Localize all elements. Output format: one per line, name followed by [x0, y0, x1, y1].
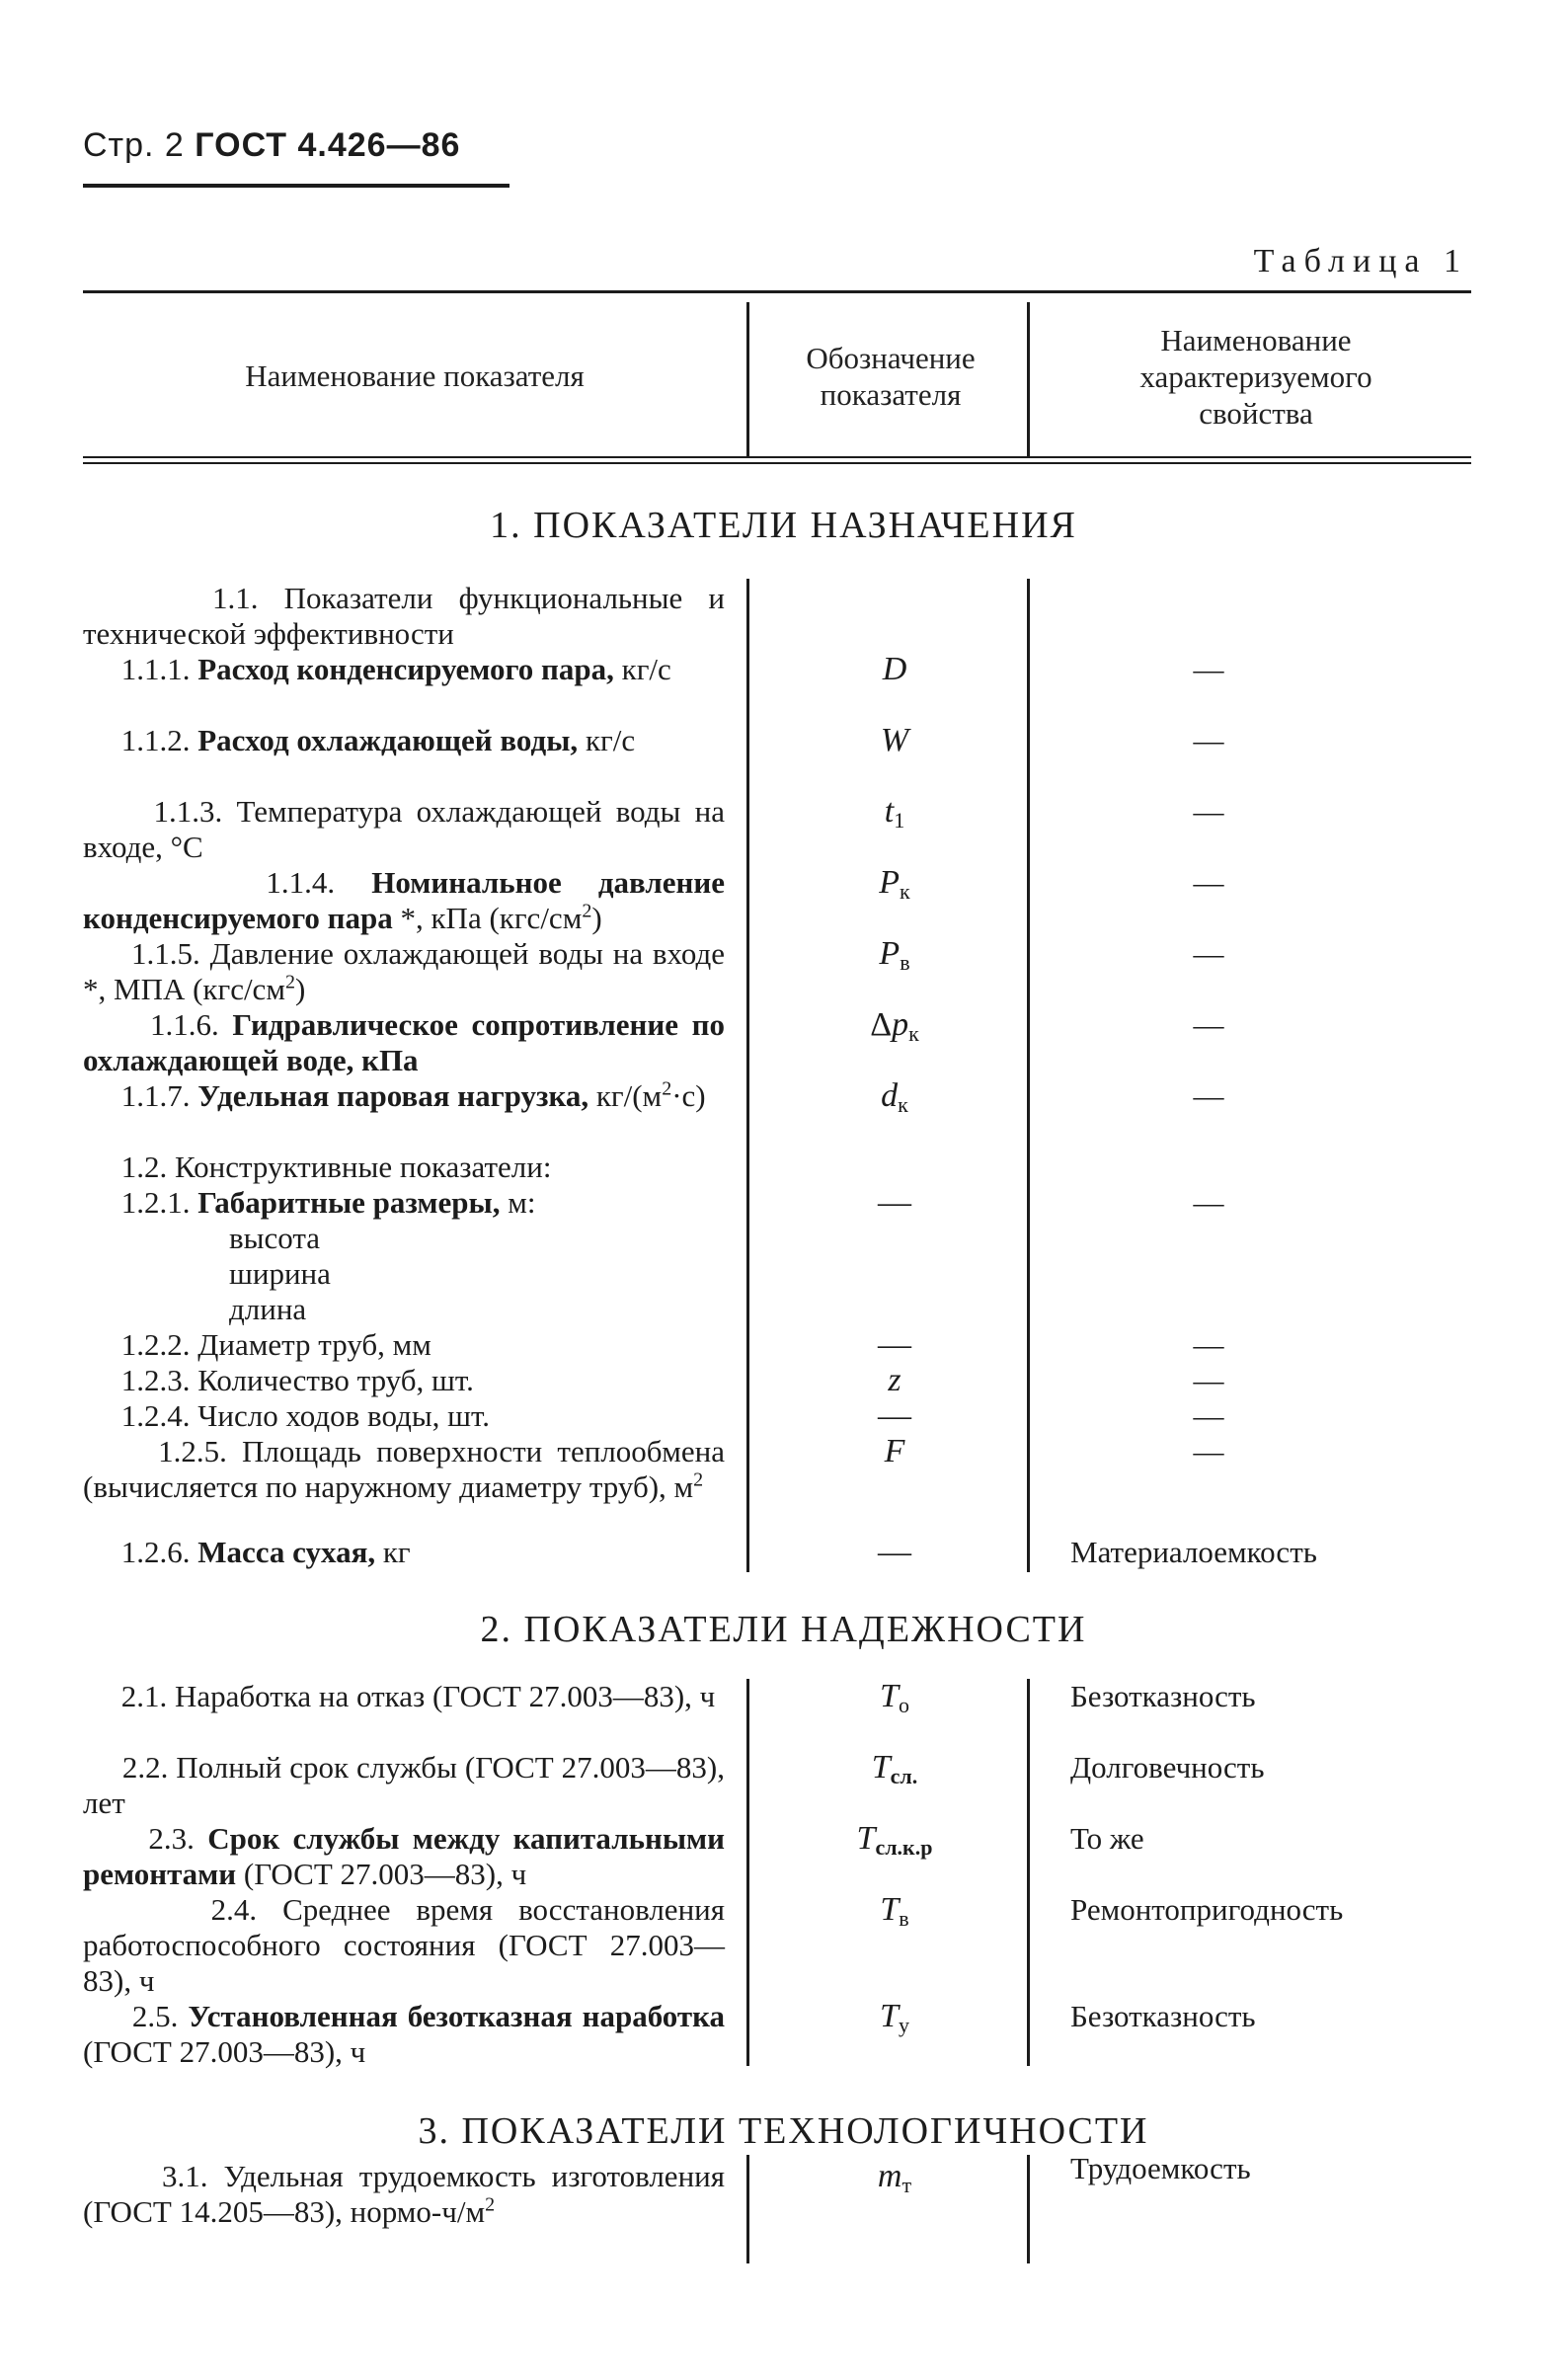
- indicator-name: 1.2.2. Диаметр труб, мм: [120, 1327, 431, 1362]
- property-value: —: [1193, 1185, 1224, 1220]
- property-value: Трудоемкость: [1070, 2151, 1251, 2185]
- indicator-text: Номинальное давление конденсируемого пара *, кПа $(кгс/см^2)$: [83, 865, 726, 935]
- indicator-designation: $d_к$: [881, 1077, 908, 1117]
- property-value: —: [1193, 1398, 1224, 1433]
- header-rule: [83, 184, 509, 188]
- column-header-property: Наименование характеризуемого свойства: [1139, 323, 1372, 431]
- indicator-designation: F: [884, 1433, 905, 1469]
- indicator-text: Давление охлаждающей воды на входе *, МПА $(кгс/см^2)$: [83, 936, 726, 1006]
- indicator-designation: $P_к$: [879, 864, 910, 904]
- indicator-name: 1.2.5. Площадь поверхности теплообмена (вычисляется по наружному диаметру труб), $м^2$: [83, 1434, 725, 1504]
- property-value: Безотказность: [1070, 1679, 1256, 1713]
- indicator-designation: $P_в$: [879, 935, 910, 975]
- table-caption: Таблица 1: [1253, 243, 1468, 279]
- indicator-name: 1.2.3. Количество труб, шт.: [120, 1363, 474, 1397]
- indicator-name: 2.4. Среднее время восстановления работоспособного состояния (ГОСТ 27.003—83), ч: [83, 1892, 726, 1998]
- header-divider-1: [746, 302, 749, 456]
- sub-item: ширина: [229, 1256, 331, 1291]
- indicator-text: Расход конденсируемого пара, кг/с: [197, 652, 671, 686]
- indicator-designation: $t_1$: [884, 793, 905, 833]
- section-title-manufacturability: 3. ПОКАЗАТЕЛИ ТЕХНОЛОГИЧНОСТИ: [418, 2110, 1149, 2152]
- indicator-designation: —: [878, 1534, 911, 1570]
- property-value: —: [1193, 652, 1224, 686]
- property-value: —: [1193, 1007, 1224, 1042]
- indicator-text: Площадь поверхности теплообмена (вычисляется по наружному диаметру труб), $м^2$: [83, 1434, 725, 1504]
- section-title-reliability: 2. ПОКАЗАТЕЛИ НАДЕЖНОСТИ: [480, 1609, 1087, 1650]
- property-value: Ремонтопригодность: [1070, 1892, 1344, 1927]
- property-value: То же: [1070, 1821, 1144, 1856]
- indicator-name: 1.1.7. Удельная паровая нагрузка, $кг/(м^2\cdot с)$: [120, 1077, 706, 1113]
- property-value: —: [1193, 1078, 1224, 1113]
- indicator-text: Габаритные размеры, м:: [197, 1185, 536, 1220]
- property-value: —: [1193, 865, 1224, 900]
- indicator-text: Установленная безотказная наработка (ГОСТ 27.003—83), ч: [83, 1999, 726, 2069]
- header-divider-2: [1027, 302, 1030, 456]
- indicator-text: Расход охлаждающей воды, кг/с: [197, 723, 636, 757]
- indicator-name: 2.5. Установленная безотказная наработка (ГОСТ 27.003—83), ч: [83, 1999, 726, 2069]
- page-header: [83, 126, 460, 165]
- indicator-designation: $T_{сл.к.р}$: [856, 1820, 933, 1860]
- indicator-name: 1.1.3. Температура охлаждающей воды на входе, °С: [83, 794, 725, 864]
- property-value: Долговечность: [1070, 1750, 1265, 1785]
- property-value: —: [1193, 1434, 1224, 1468]
- indicator-name: 1.1.4. Номинальное давление конденсируемого пара *, кПа $(кгс/см^2)$: [83, 865, 726, 935]
- indicator-designation: —: [878, 1397, 911, 1434]
- indicator-name: 2.1. Наработка на отказ (ГОСТ 27.003—83), ч: [120, 1679, 716, 1713]
- section1-divider-1: [746, 579, 749, 1572]
- indicator-text: Масса сухая, кг: [197, 1535, 411, 1569]
- indicator-name: 1.1.2. Расход охлаждающей воды, кг/с: [120, 723, 636, 757]
- indicator-designation: z: [888, 1362, 901, 1398]
- property-value: —: [1193, 1327, 1224, 1362]
- indicator-designation: $T_{сл.}$: [871, 1749, 918, 1788]
- indicator-designation: $T_у$: [880, 1998, 909, 2037]
- page-label: Стр. 2: [83, 126, 185, 164]
- property-value: —: [1193, 1363, 1224, 1397]
- indicator-name: 1.2.6. Масса сухая, кг: [120, 1535, 411, 1569]
- indicator-name: 1.1.5. Давление охлаждающей воды на входе *, МПА $(кгс/см^2)$: [83, 936, 726, 1006]
- column-header-designation: Обозначение показателя: [806, 341, 976, 412]
- section3-divider-1: [746, 2155, 749, 2263]
- section2-divider-1: [746, 1679, 749, 2066]
- indicator-designation: —: [878, 1326, 911, 1363]
- indicator-name: 2.3. Срок службы между капитальными ремонтами (ГОСТ 27.003—83), ч: [83, 1821, 726, 1891]
- sub-item: высота: [229, 1221, 321, 1255]
- section-title-purpose: 1. ПОКАЗАТЕЛИ НАЗНАЧЕНИЯ: [490, 505, 1077, 546]
- indicator-designation: —: [878, 1184, 911, 1221]
- indicator-text: Удельная паровая нагрузка, $кг/(м^2\cdot с)$: [197, 1077, 706, 1113]
- indicator-designation: $m_т$: [877, 2158, 912, 2197]
- sub-item: длина: [229, 1292, 307, 1326]
- indicator-designation: $\Delta p_к$: [870, 1006, 919, 1046]
- column-header-name: Наименование показателя: [245, 358, 585, 393]
- indicator-text: Срок службы между капитальными ремонтами (ГОСТ 27.003—83), ч: [83, 1821, 726, 1891]
- indicator-name: 2.2. Полный срок службы (ГОСТ 27.003—83), лет: [83, 1750, 726, 1820]
- indicator-text: Удельная трудоемкость изготовления (ГОСТ 14.205—83), нормо-$ч/м^2$: [83, 2159, 726, 2229]
- header-bottom-rule-1: [83, 456, 1471, 458]
- indicator-designation: $T_о$: [880, 1678, 909, 1717]
- property-value: —: [1193, 936, 1224, 971]
- indicator-name: 3.1. Удельная трудоемкость изготовления (ГОСТ 14.205—83), нормо-$ч/м^2$: [83, 2159, 726, 2229]
- property-value: Материалоемкость: [1070, 1535, 1317, 1569]
- table-top-rule: [83, 290, 1471, 293]
- indicator-designation: D: [882, 651, 907, 687]
- indicator-name: 1.2. Конструктивные показатели:: [120, 1150, 552, 1184]
- indicator-name: 1.1.1. Расход конденсируемого пара, кг/с: [120, 652, 671, 686]
- indicator-designation: $T_в$: [880, 1891, 909, 1931]
- indicator-name: 1.2.4. Число ходов воды, шт.: [120, 1398, 491, 1433]
- standard-number: ГОСТ 4.426—86: [195, 126, 461, 164]
- property-value: —: [1193, 794, 1224, 829]
- indicator-designation: W: [880, 722, 909, 758]
- header-bottom-rule-2: [83, 462, 1471, 464]
- property-value: Безотказность: [1070, 1999, 1256, 2033]
- indicator-name: 1.2.1. Габаритные размеры, м:: [120, 1185, 536, 1220]
- indicator-name: 1.1.6. Гидравлическое сопротивление по охлаждающей воде, кПа: [83, 1007, 725, 1077]
- indicator-name: 1.1. Показатели функциональные и технической эффективности: [83, 581, 726, 651]
- property-value: —: [1193, 723, 1224, 757]
